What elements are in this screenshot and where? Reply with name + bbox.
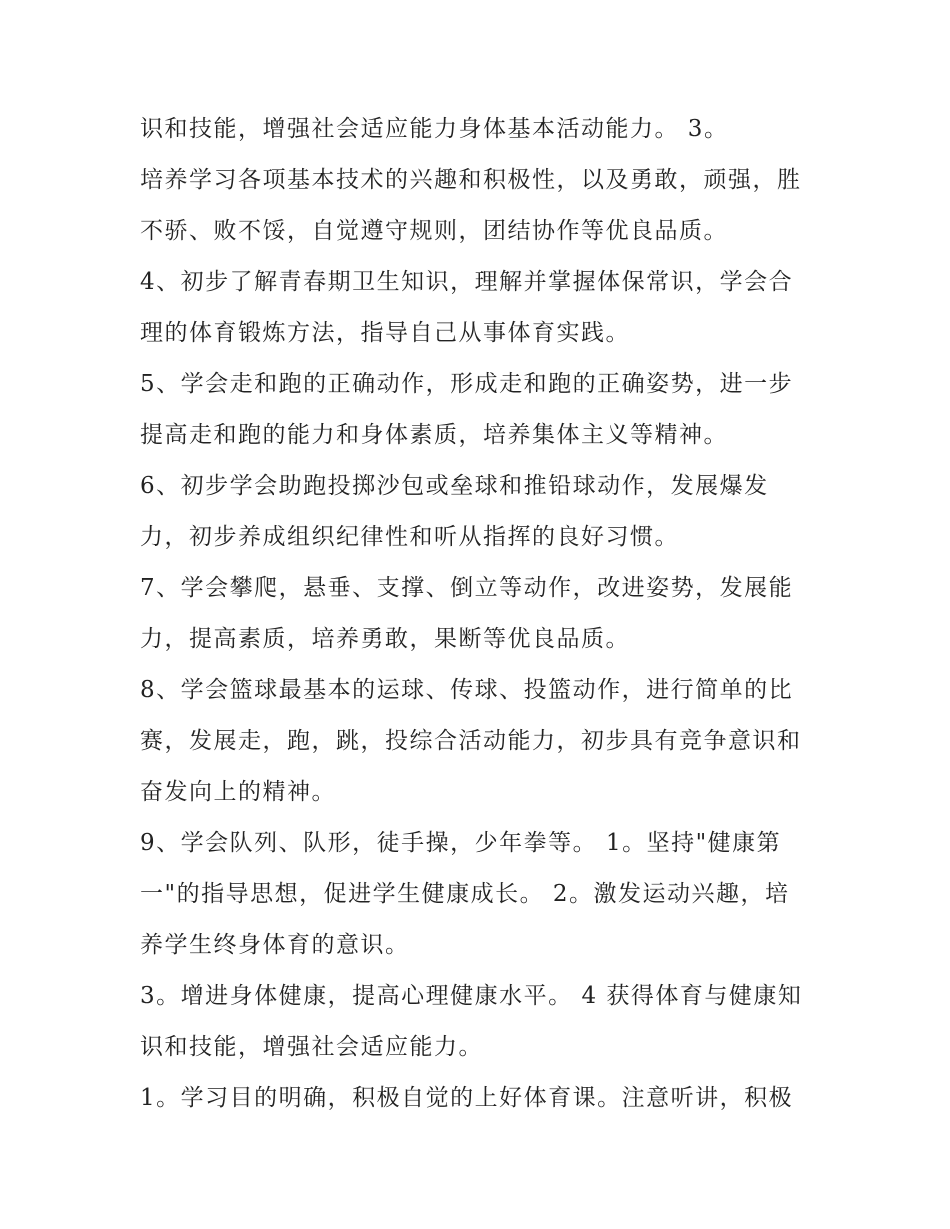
text-line: 一"的指导思想，促进学生健康成长。 2。激发运动兴趣，培 xyxy=(140,881,790,907)
text-line: 8、学会篮球最基本的运球、传球、投篮动作，进行简单的比 xyxy=(140,677,794,703)
text-line: 识和技能，增强社会适应能力。 xyxy=(140,1034,483,1060)
text-line: 5、学会走和跑的正确动作，形成走和跑的正确姿势，进一步 xyxy=(140,371,794,397)
text-line: 力，初步养成组织纪律性和听从指挥的良好习惯。 xyxy=(140,524,679,550)
text-line: 6、初步学会助跑投掷沙包或垒球和推铅球动作，发展爆发 xyxy=(140,473,769,499)
text-line: 培养学习各项基本技术的兴趣和积极性，以及勇敢，顽强，胜 xyxy=(140,167,802,193)
text-line: 9、学会队列、队形，徒手操，少年拳等。 1。坚持"健康第 xyxy=(140,830,782,856)
text-line: 养学生终身体育的意识。 xyxy=(140,932,410,958)
text-line: 1。学习目的明确，积极自觉的上好体育课。注意听讲，积极 xyxy=(140,1085,794,1111)
text-line: 奋发向上的精神。 xyxy=(140,779,336,805)
text-line: 不骄、败不馁，自觉遵守规则，团结协作等优良品质。 xyxy=(140,218,728,244)
text-line: 赛，发展走，跑，跳，投综合活动能力，初步具有竞争意识和 xyxy=(140,728,802,754)
text-line: 理的体育锻炼方法，指导自己从事体育实践。 xyxy=(140,320,630,346)
text-line: 3。增进身体健康，提高心理健康水平。 4 获得体育与健康知 xyxy=(140,983,803,1009)
text-line: 提高走和跑的能力和身体素质，培养集体主义等精神。 xyxy=(140,422,728,448)
text-line: 7、学会攀爬，悬垂、支撑、倒立等动作，改进姿势，发展能 xyxy=(140,575,794,601)
text-line: 力，提高素质，培养勇敢，果断等优良品质。 xyxy=(140,626,630,652)
text-line: 4、初步了解青春期卫生知识，理解并掌握体保常识，学会合 xyxy=(140,269,794,295)
text-line: 识和技能，增强社会适应能力身体基本活动能力。 3。 xyxy=(140,116,729,142)
document-body xyxy=(140,104,840,1124)
